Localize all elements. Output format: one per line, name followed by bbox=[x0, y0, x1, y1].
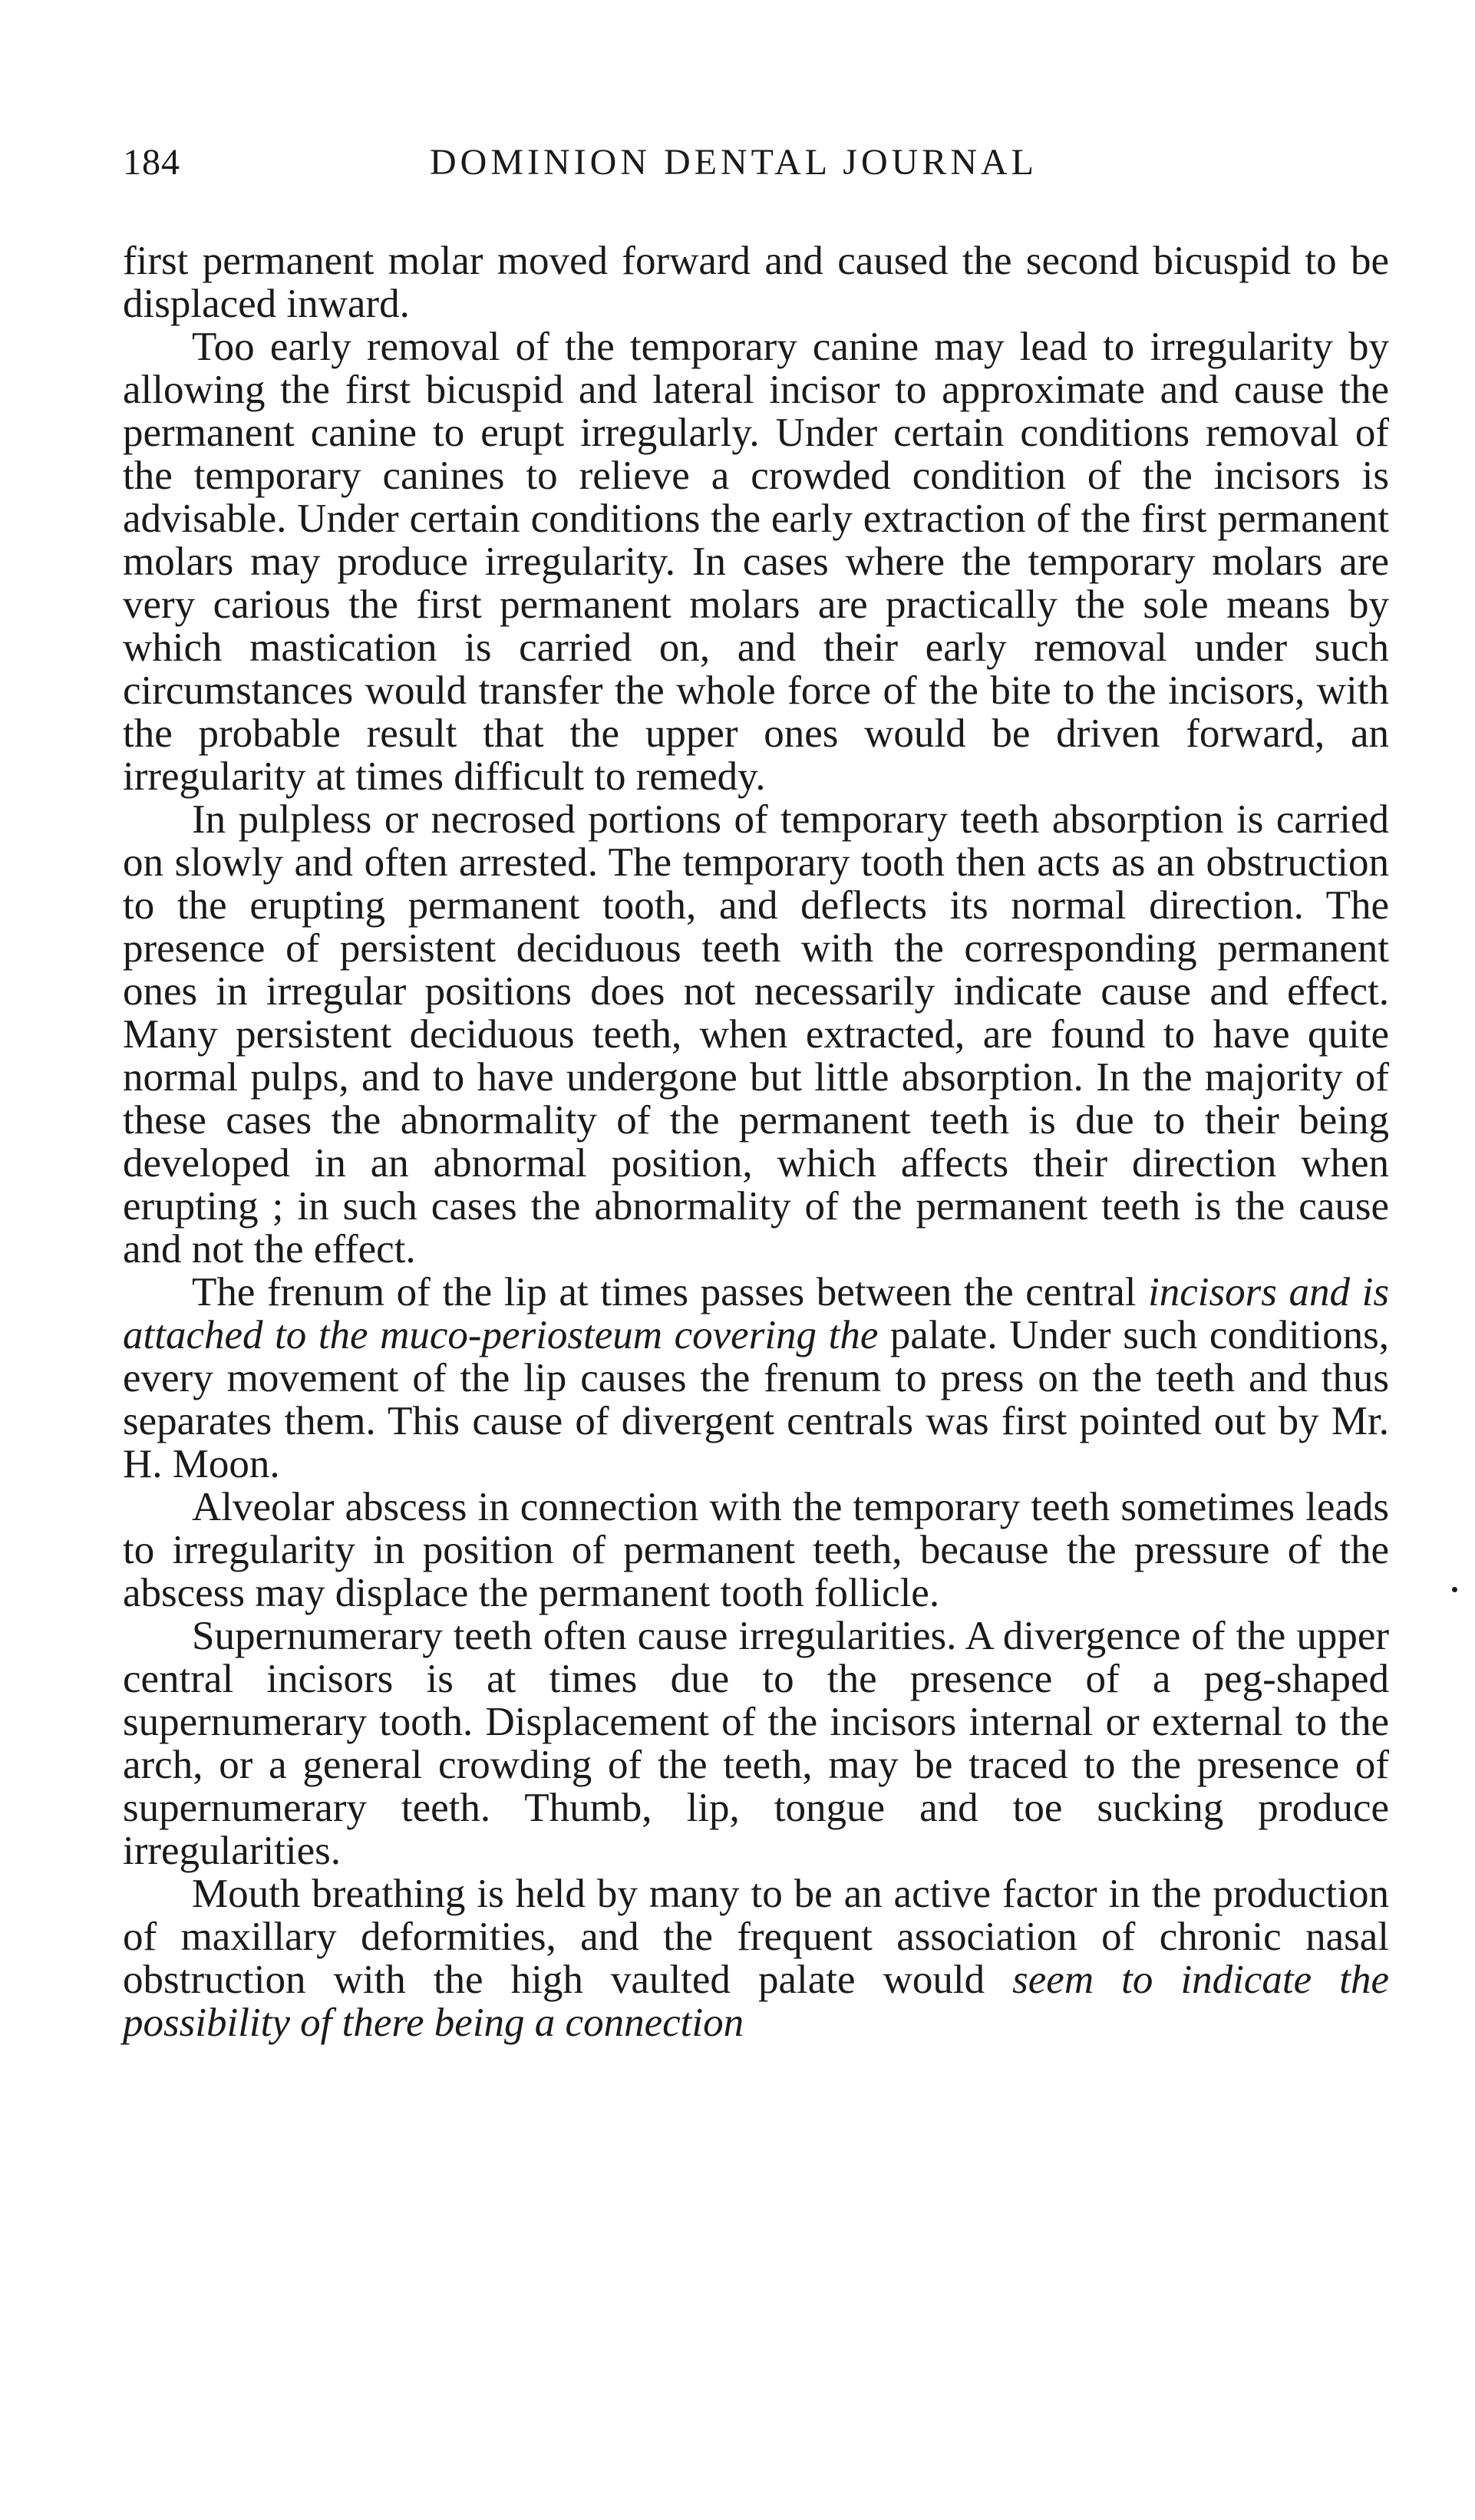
paragraph-text: first permanent molar moved forward and caused the second bicuspid to be displaced inward. bbox=[123, 239, 1389, 326]
paragraph-text: In pulpless or necrosed portions of temporary teeth absorption is carried on slowly and often arrested. The temporary tooth then acts as an obstruction to the erupting permanent tooth, and deflects its normal direction. The presence of persistent deciduous teeth with the corresponding permanent ones in irregular positions does not necessarily indicate cause and effect. Many persistent deciduous teeth, when extracted, are found to have quite normal pulps, and to have undergone but little absorption. In the majority of these cases the abnormality of the permanent teeth is due to their being developed in an abnormal position, which affects their direction when erupting ; in such cases the abnormality of the permanent teeth is the cause and not the effect. bbox=[123, 797, 1389, 1272]
paragraph-text: Too early removal of the temporary canine may lead to irregularity by allowing the first bicuspid and lateral incisor to approximate and cause the permanent canine to erupt irregularly. Under certain conditions removal of the temporary canines to relieve a crowded condition of the incisors is advisable. Under certain conditions the early extraction of the first permanent molars may produce irregularity. In cases where the temporary molars are very carious the first permanent molars are practically the sole means by which mastication is carried on, and their early removal under such circumstances would transfer the whole force of the bite to the incisors, with the probable result that the upper ones would be driven forward, an irregularity at times difficult to remedy. bbox=[123, 325, 1389, 799]
paragraph-text: palate. Under such conditions, every movement of the lip causes the frenum to press on the teeth and thus separates them. This cause of divergent centrals was first pointed out by Mr. H. Moon. bbox=[123, 1313, 1389, 1486]
paragraph bbox=[123, 325, 1389, 798]
running-title: DOMINION DENTAL JOURNAL bbox=[430, 142, 1038, 183]
paragraph bbox=[123, 1615, 1389, 1872]
paragraph-text: Alveolar abscess in connection with the temporary teeth sometimes leads to irregularity in position of permanent teeth, because the pressure of the abscess may displace the permanent tooth follicle. bbox=[123, 1485, 1389, 1615]
paragraph bbox=[123, 1486, 1389, 1615]
paragraph-text: Mouth breathing is held by many to be an active factor in the production of maxillary deformities, and the frequent association of chronic nasal obstruction with the high vaulted palate would bbox=[123, 1872, 1389, 2002]
paragraph-text: The frenum of the lip at times passes between the central bbox=[192, 1270, 1149, 1314]
paragraph bbox=[123, 798, 1389, 1271]
page-number: 184 bbox=[123, 142, 180, 183]
italic-text: seem to indicate the possibility of there being a connection bbox=[123, 1958, 1389, 2045]
paragraph bbox=[123, 1872, 1389, 2044]
italic-text: incisors and is attached to the muco-periosteum covering the bbox=[123, 1270, 1389, 1357]
paragraph bbox=[123, 239, 1389, 325]
paragraph-text: Supernumerary teeth often cause irregularities. A divergence of the upper central incisors is at times due to the presence of a peg-shaped supernumerary tooth. Displacement of the incisors internal or external to the arch, or a general crowding of the teeth, may be traced to the presence of supernumerary teeth. Thumb, lip, tongue and toe sucking produce irregularities. bbox=[123, 1614, 1389, 1873]
paragraph bbox=[123, 1271, 1389, 1486]
page-header bbox=[123, 141, 1389, 187]
body-text bbox=[123, 239, 1389, 2044]
print-speck bbox=[1452, 1587, 1457, 1592]
